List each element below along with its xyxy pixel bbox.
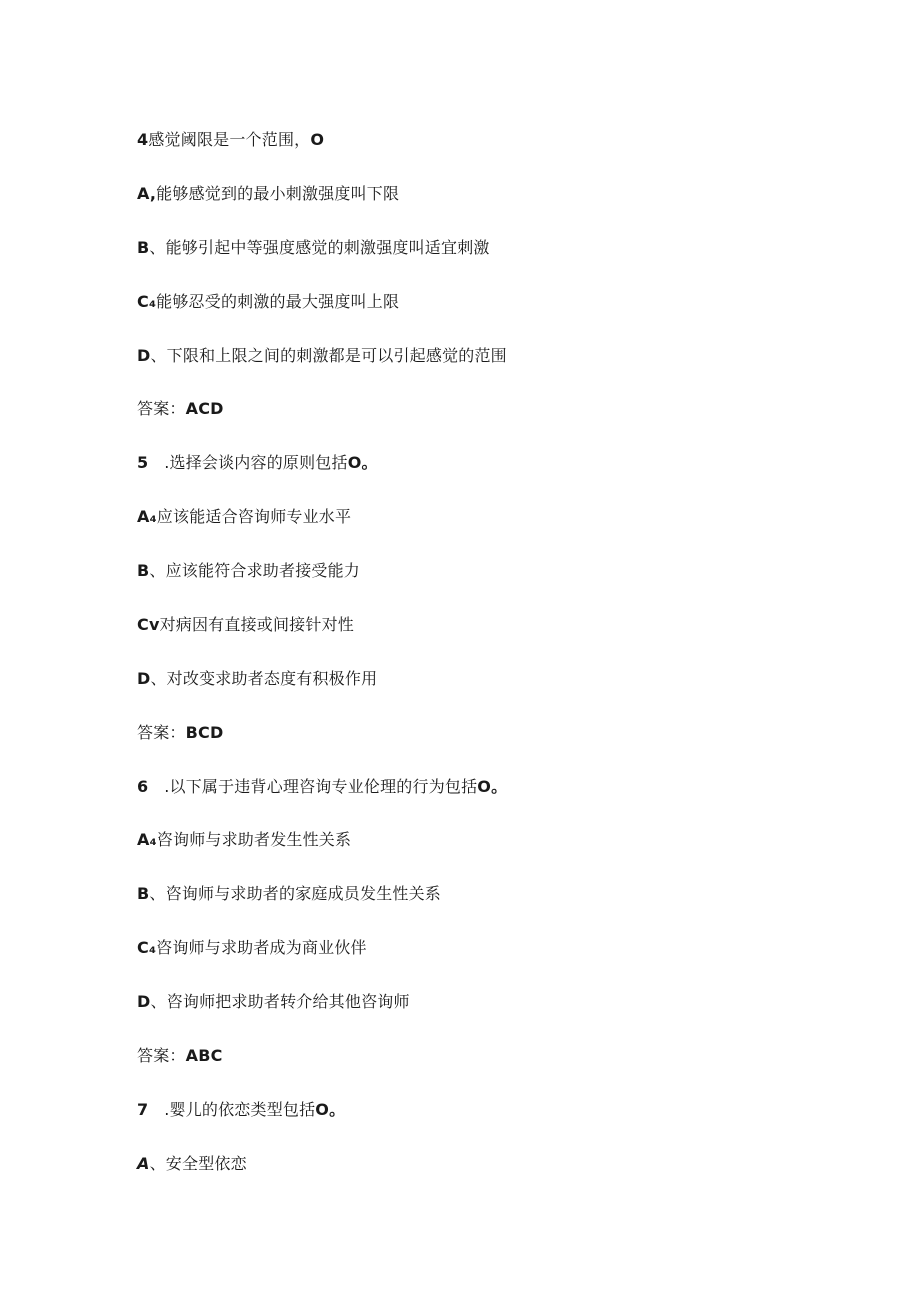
- question-6-option-c: C₄咨询师与求助者成为商业伙伴: [137, 938, 367, 957]
- question-6-answer: 答案：ABC: [137, 1046, 223, 1065]
- question-5-option-b: B、应该能符合求助者接受能力: [137, 561, 361, 580]
- question-6-option-b: B、咨询师与求助者的家庭成员发生性关系: [137, 884, 442, 903]
- question-5-option-d: D、对改变求助者态度有积极作用: [137, 669, 378, 688]
- question-5-stem: 5 .选择会谈内容的原则包括O。: [137, 453, 378, 472]
- question-7-stem: 7 .婴儿的依恋类型包括O。: [137, 1100, 346, 1119]
- question-6-option-d: D、咨询师把求助者转介给其他咨询师: [137, 992, 410, 1011]
- question-6-stem: 6 .以下属于违背心理咨询专业伦理的行为包括O。: [137, 777, 508, 796]
- question-7-option-a: A、安全型依恋: [137, 1154, 247, 1173]
- question-4-option-b: B、能够引起中等强度感觉的刺激强度叫适宜刺激: [137, 238, 490, 257]
- question-4-option-d: D、下限和上限之间的刺激都是可以引起感觉的范围: [137, 346, 507, 365]
- question-4-stem: 4感觉阈限是一个范围，O: [137, 130, 325, 149]
- question-4-option-c: C₄能够忍受的刺激的最大强度叫上限: [137, 292, 400, 311]
- question-6-option-a: A₄咨询师与求助者发生性关系: [137, 830, 352, 849]
- question-4-answer: 答案：ACD: [137, 399, 224, 418]
- question-4-option-a: A,能够感觉到的最小刺激强度叫下限: [137, 184, 400, 203]
- question-5-answer: 答案：BCD: [137, 723, 224, 742]
- question-5-option-a: A₄应该能适合咨询师专业水平: [137, 507, 352, 526]
- question-5-option-c: Cv对病因有直接或间接针对性: [137, 615, 354, 634]
